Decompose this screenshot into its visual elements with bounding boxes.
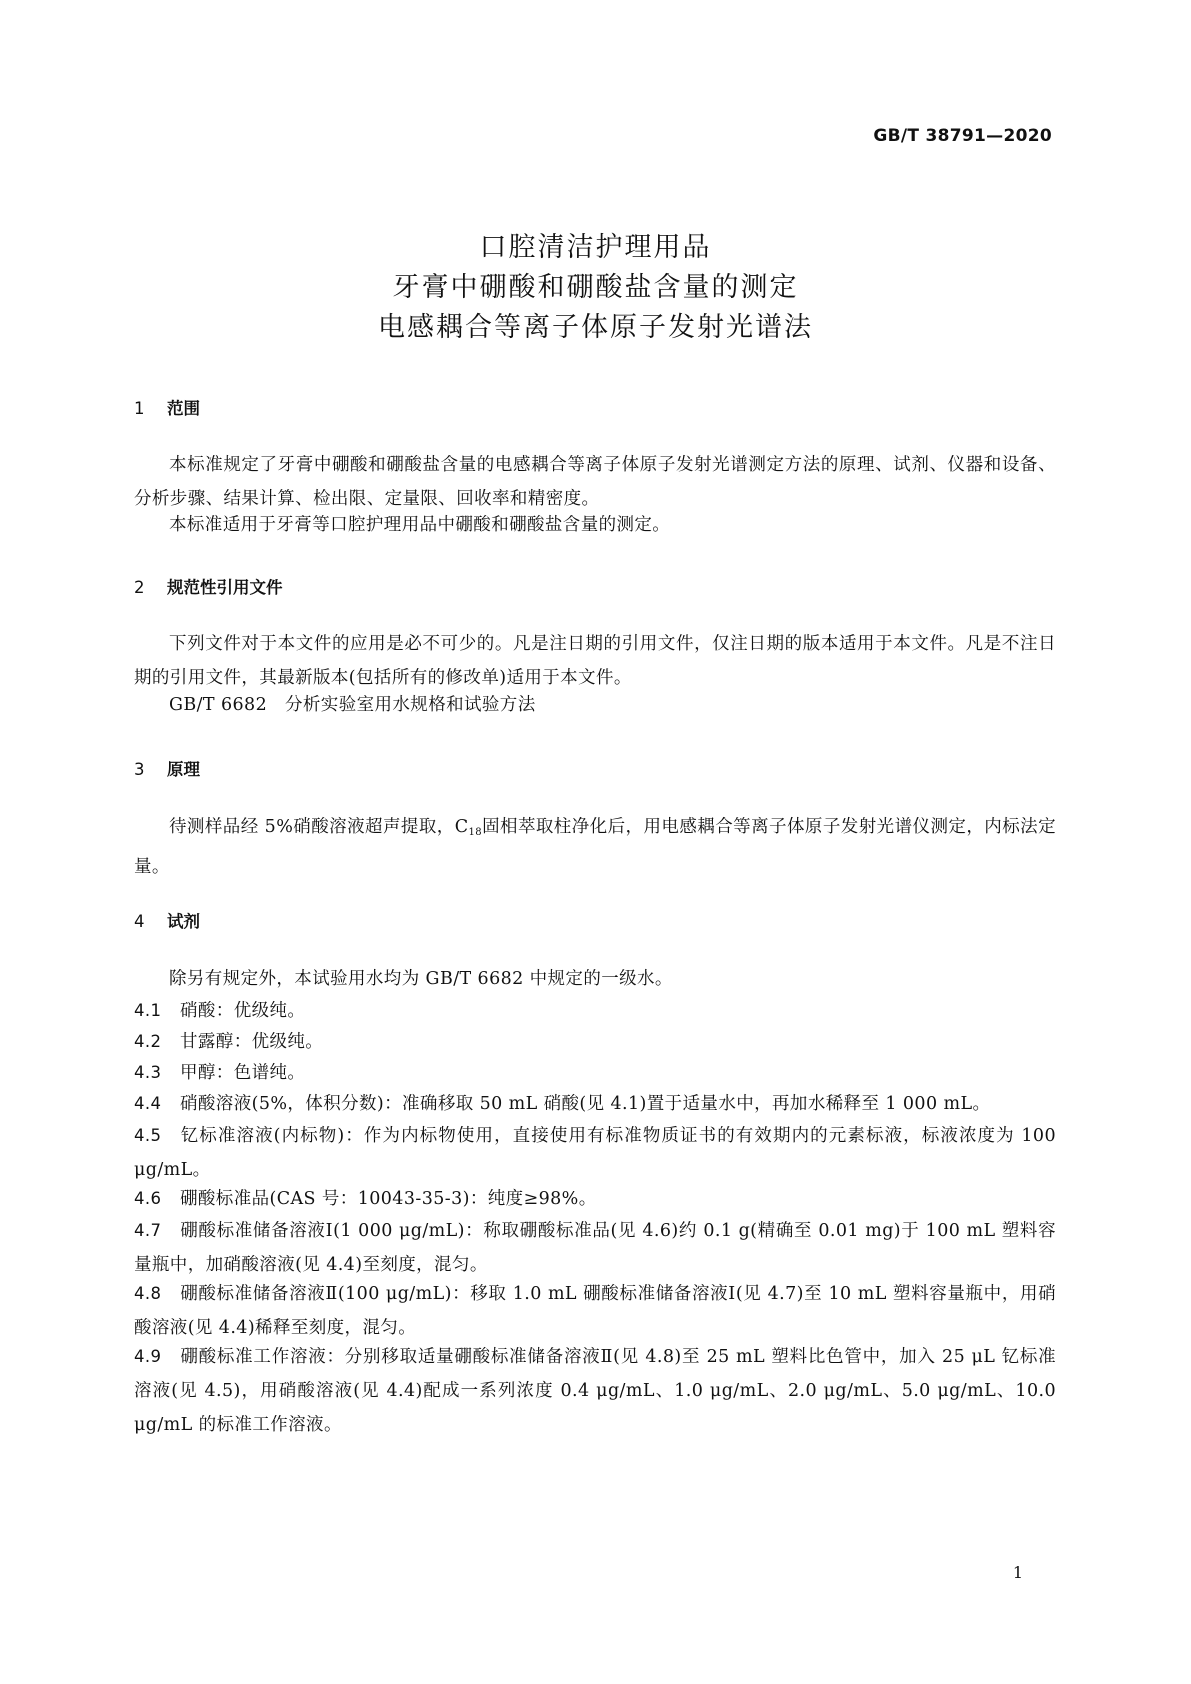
item-number: 4.2 [134,1032,162,1051]
section-title: 原理 [167,760,200,779]
section-4-heading [134,908,200,932]
item-text: 甲醇：色谱纯。 [180,1063,306,1083]
section-number: 3 [134,760,145,779]
section-2-paragraph-1: 下列文件对于本文件的应用是必不可少的。凡是注日期的引用文件，仅注日期的版本适用于本文件。凡是不注日期的引用文件，其最新版本(包括所有的修改单)适用于本文件。 [134,634,1056,688]
section-title: 试剂 [167,912,200,931]
item-number: 4.5 [134,1126,162,1145]
item-number: 4.3 [134,1063,162,1082]
list-item [134,1056,1056,1090]
item-number: 4.4 [134,1094,162,1113]
list-item [134,1087,1056,1121]
item-number: 4.8 [134,1284,162,1303]
standard-code: GB/T 38791—2020 [873,126,1052,146]
page-number: 1 [1012,1563,1023,1582]
item-text: 甘露醇：优级纯。 [180,1032,324,1052]
item-text: 硼酸标准品(CAS 号：10043-35-3)：纯度≥98%。 [180,1189,597,1209]
section-2-heading [134,574,283,598]
normative-reference: GB/T 6682 分析实验室用水规格和试验方法 [169,695,536,715]
section-3-paragraph-1 [134,810,1056,884]
list-item [134,1182,1056,1216]
list-item [134,1119,1056,1187]
list-item [134,1025,1056,1059]
list-item [134,1340,1056,1442]
item-number: 4.7 [134,1221,162,1240]
section-number: 1 [134,399,145,418]
list-item [134,1214,1056,1282]
section-title: 范围 [167,399,200,418]
section-number: 4 [134,912,145,931]
item-text: 硼酸标准储备溶液Ⅱ(100 μg/mL)：移取 1.0 mL 硼酸标准储备溶液Ⅰ(见 4.7)至 10 mL 塑料容量瓶中，用硝酸溶液(见 4.4)稀释至刻度，混匀。 [134,1284,1056,1338]
principle-text-a: 待测样品经 5%硝酸溶液超声提取，C [169,817,469,837]
section-4-intro: 除另有规定外，本试验用水均为 GB/T 6682 中规定的一级水。 [169,969,673,989]
item-text: 硼酸标准储备溶液Ⅰ(1 000 μg/mL)：称取硼酸标准品(见 4.6)约 0.1 g(精确至 0.01 mg)于 100 mL 塑料容量瓶中，加硝酸溶液(见 4.4)至刻度，混匀。 [134,1221,1056,1275]
c18-subscript: 18 [468,827,483,838]
section-1-paragraph-1: 本标准规定了牙膏中硼酸和硼酸盐含量的电感耦合等离子体原子发射光谱测定方法的原理、试剂、仪器和设备、分析步骤、结果计算、检出限、定量限、回收率和精密度。 [134,455,1056,509]
principle-text-b: 固相萃取柱净化后，用电感耦合等离子体原子发射光谱仪测定，内标法定量。 [134,817,1056,877]
item-text: 硝酸溶液(5%，体积分数)：准确移取 50 mL 硝酸(见 4.1)置于适量水中，再加水稀释至 1 000 mL。 [180,1094,991,1114]
section-number: 2 [134,578,145,597]
section-title: 规范性引用文件 [167,578,283,597]
list-item [134,994,1056,1028]
item-text: 硼酸标准工作溶液：分别移取适量硼酸标准储备溶液Ⅱ(见 4.8)至 25 mL 塑料比色管中，加入 25 μL 钇标准溶液(见 4.5)，用硝酸溶液(见 4.4)配成一系列浓度 0.4 μg/mL、1.0 μg/mL、2.0 μg/mL、5.0 μg/mL、10.0 μg/mL 的标准工作溶液。 [134,1347,1056,1435]
item-text: 钇标准溶液(内标物)：作为内标物使用，直接使用有标准物质证书的有效期内的元素标液，标液浓度为 100 μg/mL。 [134,1126,1056,1180]
section-3-heading [134,756,200,780]
document-title [0,228,1191,348]
list-item [134,1277,1056,1345]
item-number: 4.1 [134,1001,162,1020]
item-text: 硝酸：优级纯。 [180,1001,306,1021]
section-1-heading [134,395,200,419]
item-number: 4.6 [134,1189,162,1208]
section-1-paragraph-2: 本标准适用于牙膏等口腔护理用品中硼酸和硼酸盐含量的测定。 [169,515,671,535]
title-line-1: 口腔清洁护理用品 [479,232,712,263]
item-number: 4.9 [134,1347,162,1366]
title-line-3: 电感耦合等离子体原子发射光谱法 [378,312,813,343]
title-line-2: 牙膏中硼酸和硼酸盐含量的测定 [392,272,799,303]
